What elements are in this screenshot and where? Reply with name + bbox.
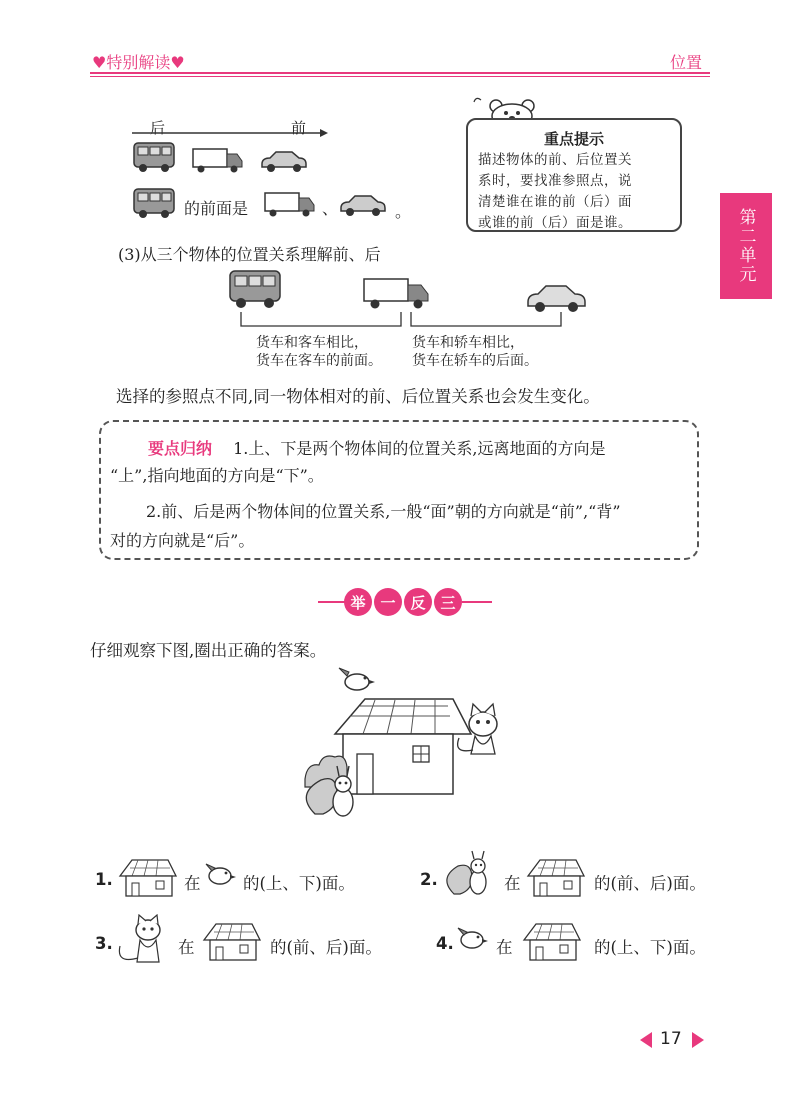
- comparison-line: 货车在轿车的后面。: [412, 353, 538, 369]
- tip-line: 或谁的前（后）面是谁。: [478, 215, 632, 231]
- comparison-left: [256, 334, 382, 370]
- question-2: [420, 870, 438, 889]
- key-points-line-2: “上”,指向地面的方向是“下”。: [110, 466, 324, 485]
- house-scene-illustration: [295, 664, 525, 844]
- question-2-tail: 的(前、后)面。: [594, 874, 706, 893]
- bird-icon: [456, 926, 490, 952]
- next-page-arrow-icon: [692, 1032, 704, 1048]
- header-rule-thin: [90, 76, 710, 77]
- banner-char: 三: [434, 588, 462, 616]
- question-number: 1.: [95, 870, 113, 889]
- key-points-line-1: [148, 436, 605, 459]
- house-icon: [520, 920, 582, 962]
- question-4-tail: 的(上、下)面。: [594, 938, 706, 957]
- question-4-mid: 在: [496, 938, 513, 957]
- question-3-tail: 的(前、后)面。: [270, 938, 382, 957]
- truck-icon: [362, 276, 432, 312]
- question-3-mid: 在: [178, 938, 195, 957]
- house-icon: [200, 920, 262, 962]
- bird-icon: [204, 862, 238, 888]
- bird-icon: [339, 668, 375, 690]
- comparison-line: 货车和客车相比，: [256, 335, 368, 351]
- truck-icon: [191, 146, 245, 176]
- house-icon: [116, 856, 178, 898]
- question-4: [436, 934, 454, 953]
- bus-icon: [132, 140, 178, 174]
- question-1-mid: 在: [184, 874, 201, 893]
- key-points-line-4: 对的方向就是“后”。: [110, 531, 255, 550]
- bus-icon: [228, 268, 284, 310]
- question-3: [95, 934, 113, 953]
- car-icon: [525, 282, 589, 314]
- row2-text: 的前面是: [184, 199, 249, 218]
- tip-line: 描述物体的前、后位置关: [478, 152, 632, 168]
- header-rule: [90, 72, 710, 74]
- axis-label-front: 前: [291, 119, 307, 137]
- question-number: 4.: [436, 934, 454, 953]
- house-icon: [335, 699, 471, 794]
- header-section-title: ♥特别解读♥: [92, 53, 185, 72]
- tip-text: [478, 150, 674, 234]
- header-chapter-title: 位置: [669, 53, 702, 72]
- direction-arrow: [130, 128, 330, 138]
- prev-page-arrow-icon: [640, 1032, 652, 1048]
- house-icon: [524, 856, 586, 898]
- banner-char: 一: [374, 588, 402, 616]
- bear-icon: [468, 88, 548, 122]
- truck-icon: [263, 190, 319, 220]
- question-2-mid: 在: [504, 874, 521, 893]
- summary-paragraph: 选择的参照点不同,同一物体相对的前、后位置关系也会发生变化。: [116, 387, 600, 406]
- question-1: [95, 870, 113, 889]
- question-number: 3.: [95, 934, 113, 953]
- comparison-line: 货车和轿车相比，: [412, 335, 524, 351]
- row2-separator: 、: [322, 199, 339, 218]
- car-icon: [338, 192, 388, 218]
- key-points-text: 1.上、下是两个物体间的位置关系,远离地面的方向是: [233, 439, 606, 458]
- banner-line-right: [462, 601, 492, 603]
- key-points-line-3: 2.前、后是两个物体间的位置关系,一般“面”朝的方向就是“前”,“背”: [146, 502, 621, 521]
- cat-icon: [114, 914, 170, 966]
- tip-title: 重点提示: [543, 130, 604, 148]
- banner-char: 举: [344, 588, 372, 616]
- tip-line: 清楚谁在谁的前（后）面: [478, 194, 632, 210]
- axis-label-back: 后: [150, 119, 166, 137]
- page-number: 17: [660, 1029, 682, 1049]
- unit-side-tab: 第二单元: [720, 193, 772, 299]
- squirrel-icon: [440, 850, 496, 898]
- comparison-right: [412, 334, 538, 370]
- key-points-title: 要点归纳: [148, 439, 213, 458]
- section-heading: (3)从三个物体的位置关系理解前、后: [118, 245, 381, 264]
- bus-icon: [132, 186, 178, 220]
- car-icon: [259, 148, 309, 174]
- question-1-tail: 的(上、下)面。: [243, 874, 355, 893]
- row2-period: 。: [395, 202, 412, 221]
- comparison-brackets: [235, 312, 575, 332]
- banner-char: 反: [404, 588, 432, 616]
- instruction: 仔细观察下图,圈出正确的答案。: [90, 641, 327, 660]
- comparison-line: 货车在客车的前面。: [256, 353, 382, 369]
- tip-line: 系时，要找准参照点，说: [478, 173, 632, 189]
- question-number: 2.: [420, 870, 438, 889]
